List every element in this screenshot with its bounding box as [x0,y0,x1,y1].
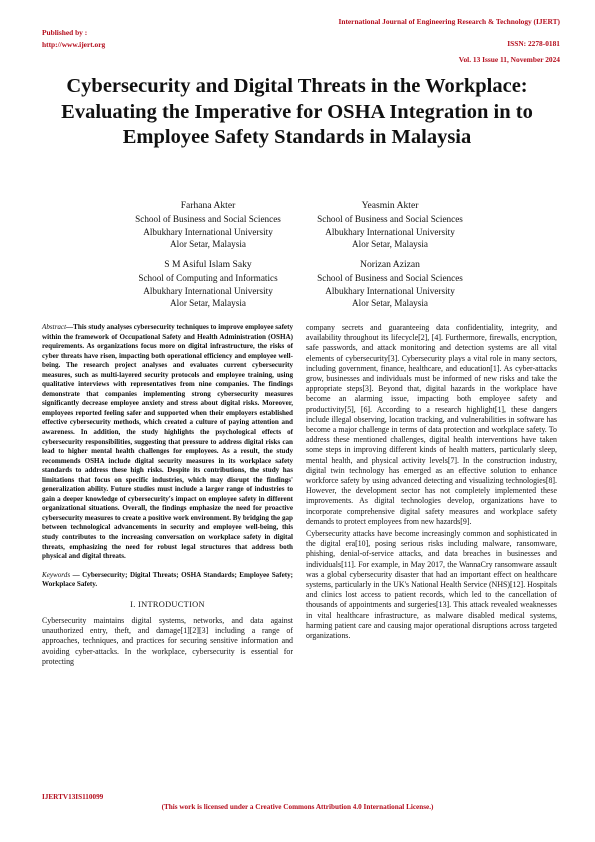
volume-issue: Vol. 13 Issue 11, November 2024 [458,55,560,64]
author-block [113,200,303,251]
keywords [42,571,293,590]
abstract [42,323,293,562]
header-issue-info [459,36,560,68]
issn: ISSN: 2278-0181 [507,39,560,48]
author-name: Norizan Azizan [360,259,420,270]
keywords-text: — Cybersecurity; Digital Threats; OSHA Standards; Employee Safety; Workplace Safety. [42,570,293,589]
published-by-label: Published by : [42,28,88,37]
author-university: Albukhary International University [143,226,273,237]
footer-license: (This work is licensed under a Creative Commons Attribution 4.0 International License.) [161,803,434,811]
author-name: S M Asiful Islam Saky [164,259,252,270]
body-paragraph: Cybersecurity attacks have become increasingly common and sophisticated in the digital era[10], posing serious risks including malware, ransomware, phishing, denial-of-service attacks, and data breaches in businesses and individuals[11]. For example, in May 2017, the WannaCry ransomware assault was a global cybersecurity disaster that had an important effect on healthcare systems, particularly in the UK's National Health Service (NHS)[12]. Hospitals and clinics lost access to patient records, which led to the cancellation of thousands of appointments and surgeries[13]. This attack revealed weaknesses in vital healthcare infrastructure, as malware disabled medical systems, harming patient care and causing major operational disruptions across targeted organizations. [306,529,557,641]
author-block [290,259,490,310]
author-department: School of Business and Social Sciences [317,213,463,224]
paper-title: Cybersecurity and Digital Threats in the Workplace: Evaluating the Imperative for OSHA Integration in to Employee Safety Standards in Malaysia [61,75,533,148]
author-block [113,259,303,310]
journal-url-link[interactable]: http://www.ijert.org [42,39,106,49]
keywords-label: Keywords [42,570,71,579]
author-name: Farhana Akter [180,200,236,211]
author-location: Alor Setar, Malaysia [352,239,428,250]
author-name: Yeasmin Akter [361,200,419,211]
author-department: School of Business and Social Sciences [135,213,281,224]
journal-name: International Journal of Engineering Research & Technology (IJERT) [338,17,560,26]
author-block [290,200,490,251]
author-department: School of Business and Social Sciences [317,272,463,283]
intro-paragraph: Cybersecurity maintains digital systems, networks, and data against unauthorized entry, theft, and damage[1][2][3] including a range of approaches, techniques, and practices for securing sensitive information and avoiding cyber-attacks. In the workplace, cybersecurity is essential for protecting [42,615,293,666]
right-column [306,323,557,643]
author-department: School of Computing and Informatics [138,272,278,283]
author-university: Albukhary International University [325,285,455,296]
body-paragraph: company secrets and guaranteeing data confidentiality, integrity, and availability throughout its lifecycle[2], [4]. Furthermore, firewalls, encryption, safe passwords, and attack monitoring and detection systems are all vital elements of cybersecurity[3]. Cybersecurity plays a vital role in many sectors, including government, finance, healthcare, and education[1]. As cyber-attacks grow, businesses and individuals must be informed of new risks and take the appropriate steps[3]. Beyond that, digital hazards in the workplace have become an alarming issue, impacting both employee safety and productivity[5], [6]. According to a research highlight[1], these dangers include illegal observing, location tracking, and vulnerabilities in software has become a major challenge in terms of data protection and workplace safety. To address these mentioned challenges, digital health interventions have taken some steps in improving different kinds of health matters, particularly sleep, mental health, and physical activity levels[7]. In the construction industry, digital twin technology has emerged as an effective solution to enhance workforce safety by using advanced detecting and visualizing technologies[8]. However, the development sector has not completely implemented these improvements. As digital technologies develop, organizations have to incorporate comprehensive digital safety measures and workplace safety demands to protect employees from new hazards[9]. [306,323,557,526]
author-location: Alor Setar, Malaysia [170,298,246,309]
header-publisher [42,27,105,50]
author-location: Alor Setar, Malaysia [352,298,428,309]
abstract-label: Abstract [42,323,67,331]
section-heading: I. INTRODUCTION [130,599,205,609]
author-university: Albukhary International University [325,226,455,237]
abstract-text: —This study analyses cybersecurity techniques to improve employee safety within the framework of Occupational Safety and Health Administration (OSHA) requirements. As organizations focus more on digital infrastructure, the risks of cyber threats have risen, impacting both operational efficiency and employee well-being. The research project analyses and evaluates current cybersecurity measures, such as multi-layered security protocols and employee training, using qualitative interviews with representatives from nine companies. The findings demonstrate that companies implementing strong cybersecurity measures significantly decrease employee anxiety and stress about digital risks. Moreover, employees reported feeling safer and supported when their employers established effective cybersecurity methods, which created a culture of paying attention and awareness. In addition, the study highlights the psychological effects of cybersecurity responsibilities, suggesting that pressure to address digital risks can lead to higher mental health challenges for employees. As a result, the study recommends OSHA include digital security measures in its workplace safety standards to address these high risks. Despite its contributions, the study has limitations that focus on specific industries, which may disrupt the findings' generalization ability. Future studies must include a larger range of industries to gain a deeper knowledge of cybersecurity's impact on employee safety in different organizational situations. Overall, the findings emphasize the need for proactive cybersecurity measures to create a positive work environment. By bridging the gap between technological advancements in security and employee well-being, this study contributes to the increasing conversation on workplace safety in digital threats, emphasizing the need for robust legal structures that address both physical and digital threats. [42,323,293,561]
author-university: Albukhary International University [143,285,273,296]
left-column [42,323,293,667]
author-location: Alor Setar, Malaysia [170,239,246,250]
footer-paper-id: IJERTV13IS110099 [42,793,104,801]
